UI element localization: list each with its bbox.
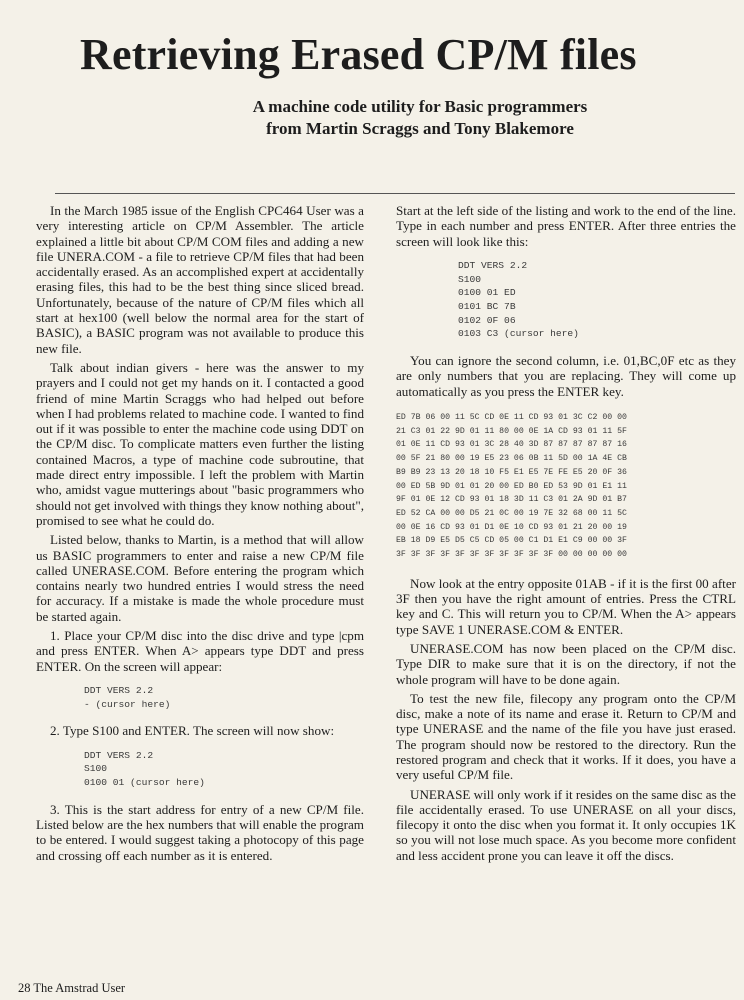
article-title: Retrieving Erased CP/M files: [80, 30, 637, 79]
paragraph: Listed below, thanks to Martin, is a method that will allow us BASIC programmers to enter and raise a new CP/M file called UNERASE.COM. Before entering the program which contains nearly two hundred entries I would stress the need for accuracy. If a mistake is made the whole procedure must be started again.: [36, 532, 364, 624]
page-footer: 28 The Amstrad User: [18, 981, 126, 995]
code-listing: DDT VERS 2.2 - (cursor here): [84, 684, 171, 710]
paragraph: UNERASE.COM has now been placed on the CP/M disc. Type DIR to make sure that it is on the directory, if not the whole program will have to be done again.: [396, 640, 736, 687]
paragraph: 2. Type S100 and ENTER. The screen will now show:: [50, 723, 335, 739]
left-column: [36, 203, 364, 867]
paragraph: UNERASE will only work if it resides on the same disc as the file accidentally erased. To use UNERASE on all your discs, filecopy it onto the disc when you format it. It only occupies 1K so you will not lose much space. As you become more confident and less accident prone you can leave it off the discs.: [396, 786, 736, 863]
right-column: [396, 203, 736, 867]
hex-listing: ED 7B 06 00 11 5C CD 0E 11 CD 93 01 3C C2 00 00 21 C3 01 22 9D 01 11 80 00 0E 1A CD 93 01 11 5F 01 0E 11 CD 93 01 3C 28 40 3D 87 87 87 87 87 16 00 5F 21 80 00 19 E5 23 06 0B 11 5D 00 1A 4E CB B9 B9 23 13 20 18 10 F5 E1 E5 7E FE E5 20 0F 36 00 ED 5B 9D 01 01 20 00 ED B0 ED 53 9D 01 E1 11 9F 01 0E 12 CD 93 01 18 3D 11 C3 01 2A 9D 01 B7 ED 52 CA 00 00 D5 21 0C 00 19 7E 32 68 00 11 5C 00 0E 16 CD 93 01 D1 0E 10 CD 93 01 21 20 00 19 EB 18 D9 E5 D5 C5 CD 05 00 C1 D1 E1 C9 00 00 3F 3F 3F 3F 3F 3F 3F 3F 3F 3F 3F 3F 00 00 00 00 00: [396, 413, 627, 560]
paragraph: In the March 1985 issue of the English CPC464 User was a very interesting article on CP/M Assembler. The article explained a little bit about CP/M COM files and adding a new file UNERA.COM - a file to retrieve CP/M files that had been accidentally erased. As an accomplished expert at accidentally erasing files, this had to be the best thing since sliced bread. Unfortunately, because of the nature of CP/M files which all start at hex100 (well below the normal area for the start of BASIC), a BASIC program was not available to produce this new file.: [36, 203, 364, 356]
paragraph: 3. This is the start address for entry of a new CP/M file. Listed below are the hex numbers that will enable the program to be entered. I would suggest taking a photocopy of this page and crossing off each number as it is entered.: [36, 801, 364, 863]
paragraph: 1. Place your CP/M disc into the disc drive and type |cpm and press ENTER. When A> appears type DDT and press ENTER. On the screen will appear:: [36, 628, 364, 674]
paragraph: You can ignore the second column, i.e. 01,BC,0F etc as they are only numbers that you are replacing. They will come up automatically as you press the ENTER key.: [396, 353, 736, 399]
subtitle-line-2: from Martin Scraggs and Tony Blakemore: [266, 119, 574, 138]
code-listing: DDT VERS 2.2 S100 0100 01 ED 0101 BC 7B 0102 0F 06 0103 C3 (cursor here): [458, 259, 579, 340]
subtitle-line-1: A machine code utility for Basic programmers: [252, 97, 588, 116]
header-divider: [55, 193, 735, 194]
code-listing: DDT VERS 2.2 S100 0100 01 (cursor here): [84, 749, 205, 789]
paragraph: Start at the left side of the listing and work to the end of the line. Type in each number and press ENTER. After three entries the screen will look like this:: [396, 203, 736, 249]
article-subtitle: [210, 96, 630, 140]
paragraph: Now look at the entry opposite 01AB - if it is the first 00 after 3F then you have the right amount of entries. Press the CTRL key and C. This will return you to CP/M. When the A> appears type SAVE 1 UNERASE.COM & ENTER.: [396, 575, 736, 637]
paragraph: Talk about indian givers - here was the answer to my prayers and I could not get my hands on it. I contacted a good friend of mine Martin Scraggs who had helped out before when I had problems related to machine code. I wanted to find out if it was possible to enter the machine code using DDT on the CP/M disc. To complicate matters even further the listing contained Macros, a type of machine code subroutine, that made direct entry impossible. I left the problem with Martin who, amidst vague mutterings about "basic programmers who should not get involved with things they know nothing about", promised to see what he could do.: [36, 359, 364, 528]
paragraph: To test the new file, filecopy any program onto the CP/M disc, make a note of its name and erase it. Return to CP/M and type UNERASE and the name of the file you have just erased. The program should now be restored to the directory. Run the restored program and check that it works. If it does, you have a very useful CP/M file.: [396, 690, 736, 783]
